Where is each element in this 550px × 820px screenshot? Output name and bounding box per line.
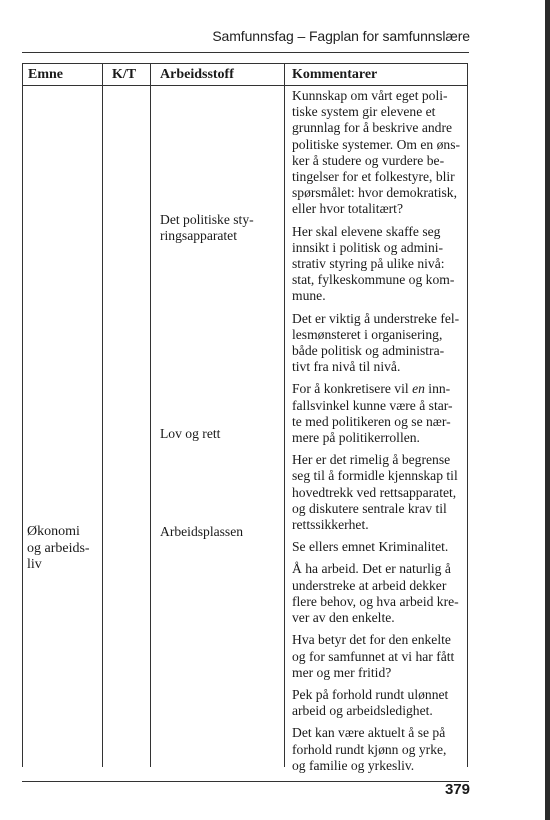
comment-line: mer og mer fritid? [292,664,392,680]
comment-paragraph [292,725,460,774]
comment-line: Å ha arbeid. Det er naturlig å [292,561,451,577]
column-divider-right-edge [467,63,468,767]
comment-paragraph [292,539,460,555]
comment-line: Det er viktig å understreke fel- [292,310,460,326]
comment-line: forhold rundt kjønn og yrke, [292,741,447,757]
comment-line: Pek på forhold rundt ulønnet [292,686,449,702]
comment-line: ker å studere og vurdere be- [292,152,445,168]
comment-paragraph [292,88,460,218]
comment-line: rettssikkerhet. [292,517,369,533]
comment-line: flere behov, og hva arbeid kre- [292,593,459,609]
column-divider-2 [150,63,151,767]
comment-paragraph [292,632,460,681]
column-header-kt: K/T [112,67,137,82]
column-divider-left-edge [22,63,23,767]
comment-line: mere på politikerrollen. [292,430,420,446]
comment-line: grunnlag for å beskrive andre [292,120,453,136]
emne-line: liv [27,557,42,572]
arbeidsstoff-line: Det politiske sty- [160,212,254,227]
comment-line: strativ styring på ulike nivå: [292,256,445,272]
emne-line: og arbeids- [27,540,90,556]
comment-line: både politisk og administra- [292,343,445,359]
comment-line: ver av den enkelte. [292,610,395,626]
column-divider-3 [284,63,285,767]
comment-paragraph [292,224,460,305]
column-header-emne: Emne [28,67,63,82]
emne-cell [27,524,90,574]
arbeidsstoff-entry [160,426,220,442]
header-rule [22,52,469,53]
comment-line: Kunnskap om vårt eget poli- [292,88,448,103]
emne-line: Økonomi [27,524,80,539]
comment-line: Hva betyr det for den enkelte [292,632,451,648]
comment-line: understreke at arbeid dekker [292,577,447,593]
comment-paragraph [292,452,460,533]
page-number: 379 [444,781,470,798]
comment-paragraph [292,381,460,446]
column-header-kommentarer: Kommentarer [292,67,378,82]
arbeidsstoff-line: ringsapparatet [160,228,237,244]
column-header-arbeidsstoff: Arbeidsstoff [160,67,234,82]
comment-line: lesmønsteret i organisering, [292,326,443,342]
comment-line: eller hvor totalitært? [292,201,403,217]
comment-paragraph [292,561,460,626]
emphasis: en [412,381,425,397]
comment-line: stat, fylkeskommune og kom- [292,272,455,288]
comment-paragraph [292,311,460,376]
comment-line: arbeid og arbeidsledighet. [292,703,433,719]
comment-line: og diskutere sentrale krav til [292,500,447,516]
comment-line: Det kan være aktuelt å se på [292,725,446,741]
comment-line: te med politikeren og se nær- [292,413,451,429]
arbeidsstoff-line: Lov og rett [160,426,221,441]
comment-line: Se ellers emnet Kriminalitet. [292,539,449,555]
arbeidsstoff-entry [160,212,254,244]
comment-line: tingelser for et folkestyre, blir [292,169,455,185]
comment-line: For å konkretisere vil en inn- [292,381,451,397]
arbeidsstoff-entry [160,524,243,540]
table-header-rule [22,85,468,86]
comment-line: innsikt i politisk og admini- [292,239,444,255]
arbeidsstoff-line: Arbeidsplassen [160,524,244,539]
comment-line: tivt fra nivå til nivå. [292,359,401,375]
page-edge [545,0,550,820]
comment-line: seg til å formidle kjennskap til [292,468,458,484]
comment-line: fallsvinkel kunne være å star- [292,397,453,413]
footer-rule [22,781,469,782]
running-head: Samfunnsfag – Fagplan for samfunnslære [212,28,470,44]
comment-line: spørsmålet: hvor demokratisk, [292,185,457,201]
comment-line: politiske systemer. Om en øns- [292,136,461,152]
comment-line: mune. [292,288,326,304]
kommentarer-cell [292,88,460,780]
comment-paragraph [292,687,460,719]
table-top-rule [22,63,468,64]
comment-line: Her skal elevene skaffe seg [292,223,441,239]
comment-line: Her er det rimelig å begrense [292,452,451,468]
comment-line: og familie og yrkesliv. [292,757,415,773]
comment-line: hovedtrekk ved rettsapparatet, [292,484,457,500]
comment-line: og for samfunnet at vi har fått [292,648,455,664]
comment-line: tiske system gir elevene et [292,104,436,120]
column-divider-1 [102,63,103,767]
